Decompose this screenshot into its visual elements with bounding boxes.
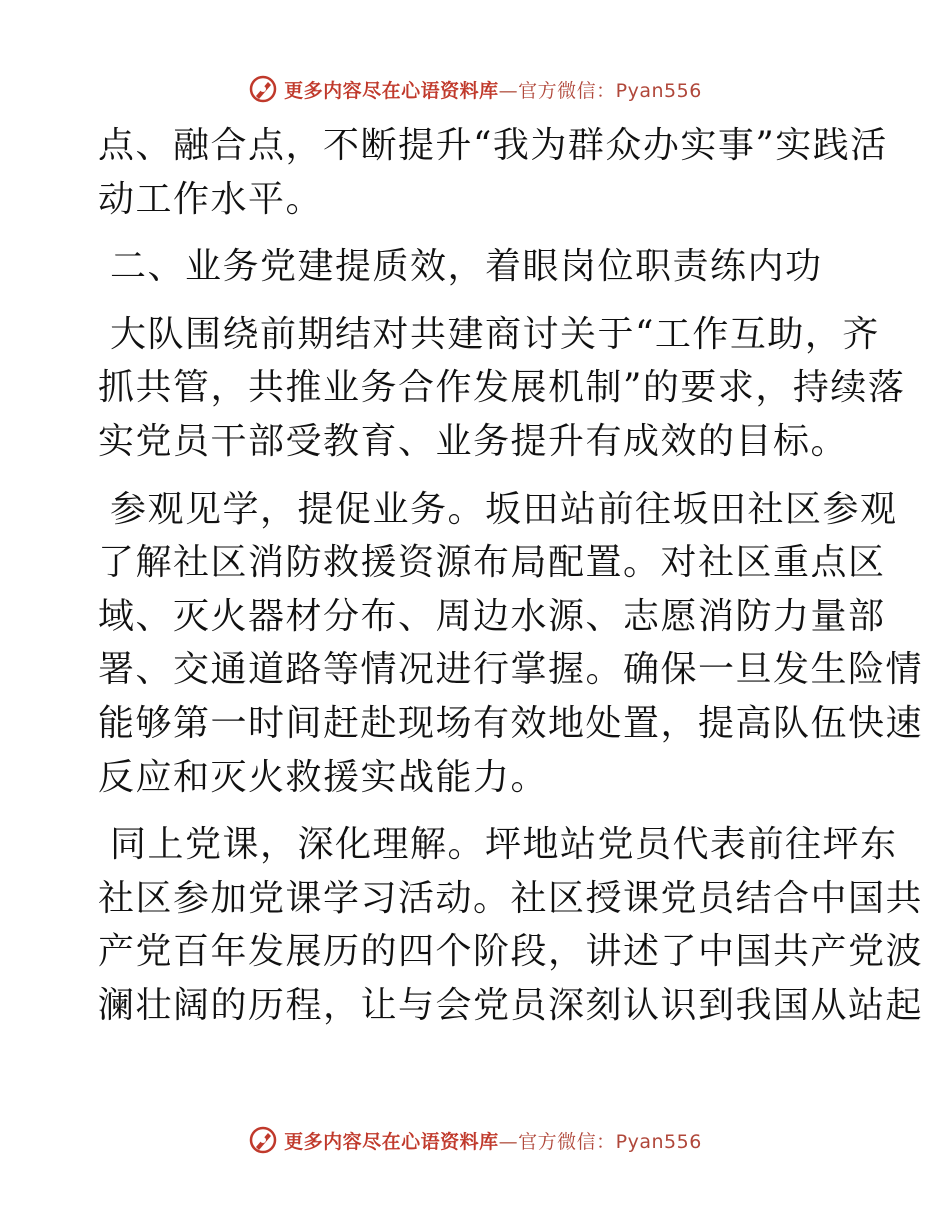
pen-logo-icon <box>248 74 278 104</box>
watermark-text: 更多内容尽在心语资料库—官方微信：Pyan556 <box>284 1130 702 1153</box>
text-line: 域、灭火器材分布、周边水源、志愿消防力量部 <box>98 595 886 637</box>
paragraph <box>98 483 924 805</box>
section-heading <box>98 240 858 294</box>
paragraph <box>98 818 924 1032</box>
document-body <box>98 119 924 1033</box>
text-line: 署、交通道路等情况进行掌握。确保一旦发生险情 <box>98 649 924 691</box>
watermark-text: 更多内容尽在心语资料库—官方微信：Pyan556 <box>284 79 702 102</box>
paragraph <box>98 308 906 469</box>
text-line: 抓共管，共推业务合作发展机制”的要求，持续落 <box>98 367 906 409</box>
text-line: 同上党课，深化理解。坪地站党员代表前往坪东 <box>110 824 898 866</box>
text-line: 参观见学，提促业务。坂田站前往坂田社区参观 <box>110 488 898 530</box>
header-watermark <box>0 72 950 106</box>
text-line: 能够第一时间赶赴现场有效地处置，提高队伍快速 <box>98 702 924 744</box>
heading-line: 二、业务党建提质效，着眼岗位职责练内功 <box>110 246 823 288</box>
text-line: 动工作水平。 <box>98 178 324 220</box>
footer-watermark <box>0 1123 950 1157</box>
text-line: 大队围绕前期结对共建商讨关于“工作互助，齐 <box>110 313 880 355</box>
text-line: 了解社区消防救援资源布局配置。对社区重点区 <box>98 542 886 584</box>
text-line: 产党百年发展历的四个阶段，讲述了中国共产党波 <box>98 931 924 973</box>
text-line: 社区参加党课学习活动。社区授课党员结合中国共 <box>98 877 924 919</box>
text-line: 反应和灭火救援实战能力。 <box>98 756 549 798</box>
text-line: 点、融合点，不断提升“我为群众办实事”实践活 <box>98 125 888 166</box>
text-line: 实党员干部受教育、业务提升有成效的目标。 <box>98 420 849 462</box>
text-line: 澜壮阔的历程，让与会党员深刻认识到我国从站起 <box>98 984 924 1026</box>
pen-logo-icon <box>248 1125 278 1155</box>
paragraph <box>98 119 888 226</box>
